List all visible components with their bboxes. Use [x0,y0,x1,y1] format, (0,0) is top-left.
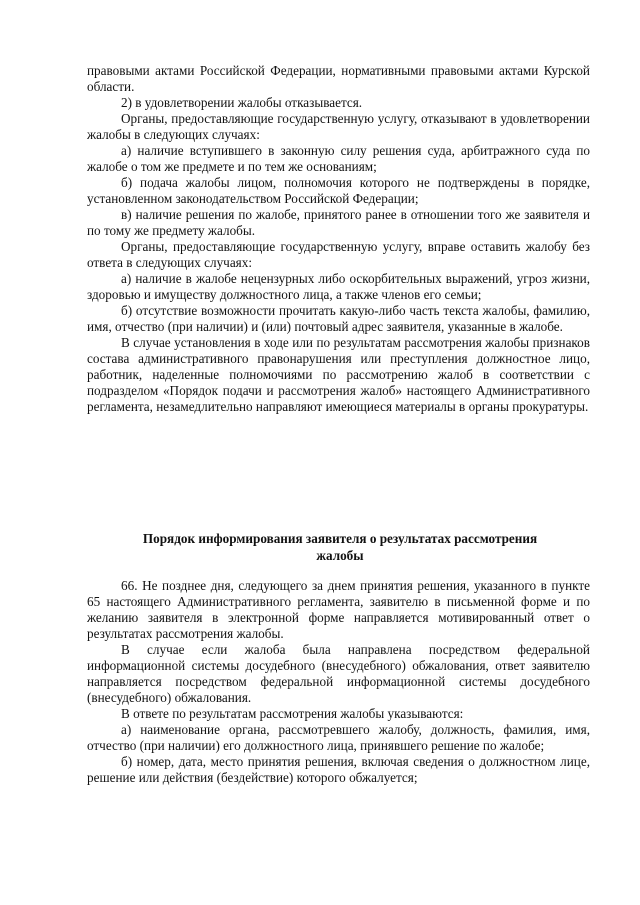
paragraph-refuse-b: б) подача жалобы лицом, полномочия которого не подтверждены в порядке, установленном законодательством Российской Федерации; [87,175,590,206]
section-title: Порядок информирования заявителя о результатах рассмотрения жалобы [142,531,538,563]
paragraph-noanswer-b: б) отсутствие возможности прочитать какую-либо часть текста жалобы, фамилию, имя, отчество (при наличии) и (или) почтовый адрес заявителя, указанные в жалобе. [87,303,590,334]
paragraph-answer-a: а) наименование органа, рассмотревшего жалобу, должность, фамилия, имя, отчество (при наличии) его должностного лица, принявшего решение по жалобе; [87,722,590,753]
paragraph-refuse-a: а) наличие вступившего в законную силу решения суда, арбитражного суда по жалобе о том же предмете и по тем же основаниям; [87,143,590,174]
paragraph-noanswer-a: а) наличие в жалобе нецензурных либо оскорбительных выражений, угроз жизни, здоровью и имуществу должностного лица, а также членов его семьи; [87,271,590,302]
text-block-upper [87,63,590,415]
paragraph-refuse-c: в) наличие решения по жалобе, принятого ранее в отношении того же заявителя и по тому же предмету жалобы. [87,207,590,238]
paragraph-noanswer-intro: Органы, предоставляющие государственную услугу, вправе оставить жалобу без ответа в следующих случаях: [87,239,590,270]
paragraph-refuse-intro: Органы, предоставляющие государственную услугу, отказывают в удовлетворении жалобы в следующих случаях: [87,111,590,142]
section-heading [118,530,562,564]
paragraph-continuation: правовыми актами Российской Федерации, нормативными правовыми актами Курской области. [87,63,590,94]
paragraph-federal-system: В случае если жалоба была направлена посредством федеральной информационной системы досудебного (внесудебного) обжалования, ответ заявителю направляется посредством федеральной информационной системы досудебного (внесудебного) обжалования. [87,642,590,705]
paragraph-answer-b: б) номер, дата, место принятия решения, включая сведения о должностном лице, решение или действия (бездействие) которого обжалуется; [87,754,590,785]
paragraph-item-66: 66. Не позднее дня, следующего за днем принятия решения, указанного в пункте 65 настоящего Административного регламента, заявителю в письменной форме и по желанию заявителя в электронной форме направляется мотивированный ответ о результатах рассмотрения жалобы. [87,578,590,641]
paragraph-prosecutor: В случае установления в ходе или по результатам рассмотрения жалобы признаков состава административного правонарушения или преступления должностное лицо, работник, наделенные полномочиями по рассмотрению жалоб в соответствии с подразделом «Порядок подачи и рассмотрения жалоб» настоящего Административного регламента, незамедлительно направляют имеющиеся материалы в органы прокуратуры. [87,335,590,414]
text-block-lower [87,578,590,786]
paragraph-answer-intro: В ответе по результатам рассмотрения жалобы указываются: [121,706,464,721]
paragraph-item-2: 2) в удовлетворении жалобы отказывается. [121,95,363,110]
